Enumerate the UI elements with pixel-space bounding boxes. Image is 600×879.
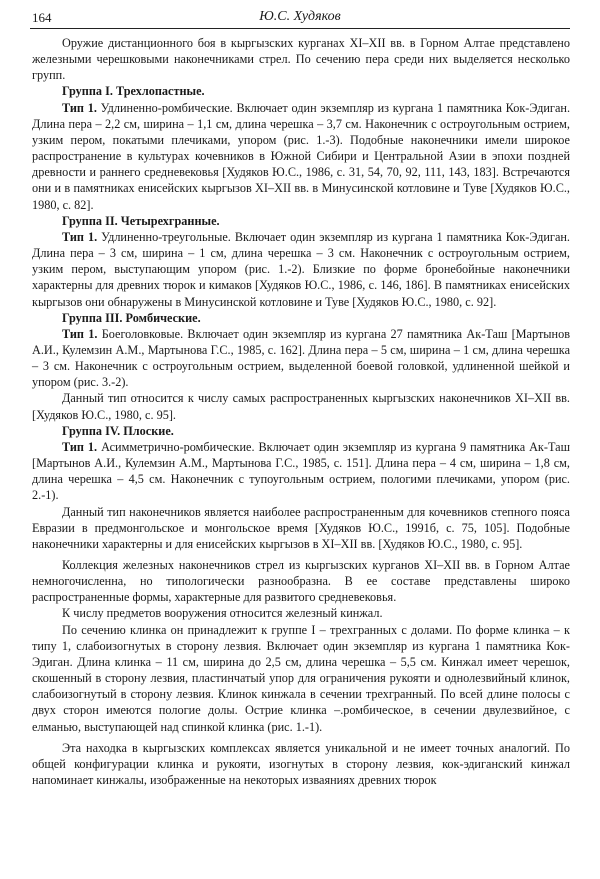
type-label: Тип 1.	[62, 326, 98, 341]
page-body	[32, 35, 570, 788]
type-text: Удлиненно-ромбические. Включает один экземпляр из кургана 1 памятника Кок-Эдиган. Длина пера – 2,2 см, ширина – 1,1 см, длина черешка – 3,7 см. Наконечник с остроугольным острием, узким пером, покатыми плечиками, упором (рис. 1.-3). Подобные наконечники имели широкое распространение в культурах кочевников в Южной Сибири и Центральной Азии в эпохи поздней древности и раннего средневековья [Худяков Ю.С., 1986, с. 31, 54, 70, 92, 111, 143, 183]. Встречаются они и в памятниках енисейских кыргызов XI–XII вв. в Минусинской котловине и Туве [Худяков Ю.С., 1980, с. 82].	[32, 100, 571, 212]
paragraph-group-4-note: Данный тип наконечников является наиболее распространенным для кочевников степного пояса Евразии в предмонгольское и монгольское время [Худяков Ю.С., 1991б, с. 75, 105]. Подобные наконечники характерны и для енисейских кыргызов в XI–XII вв. [Худяков Ю.С., 1980, с. 95].	[32, 504, 570, 551]
paragraph-dagger-description: По сечению клинка он принадлежит к группе I – трехгранных с долами. По форме клинка – к типу 1, слабоизогнутых в сторону лезвия. Включает один экземпляр из кургана 1 памятника Кок-Эдиган. Длина клинка – 11 см, ширина до 2,5 см, длина черешка – 5,5 см. Кинжал имеет черешок, скошенный в сторону лезвия, пластинчатый упор для ограничения рукояти и однолезвийный клинок, слабоизогнутый в сторону лезвия. Клинок кинжала в сечении трехгранный. По всей длине полосы с двух сторон имеются пологие долы. Острие клинка –.ромбическое, в сечении двулезвийное, с елманью, выступающей над спинкой клинка (рис. 1.-1).	[32, 622, 570, 734]
paragraph-group-4-type-1	[32, 439, 570, 504]
type-text: Асимметрично-ромбические. Включает один экземпляр из кургана 9 памятника Ак-Таш [Мартынов А.И., Кулемзин А.М., Мартынова Г.С., 1985, с. 151]. Длина пера – 4 см, ширина – 1,8 см, длина черешка – 4,5 см. Наконечник с тупоугольным острием, пологими плечиками, упором (рис. 2.-1).	[32, 439, 571, 503]
type-text: Удлиненно-треугольные. Включает один экземпляр из кургана 1 памятника Кок-Эдиган. Длина пера – 3 см, ширина – 1 см, длина черешка – 3 см. Наконечник с остроугольным острием, узким пером, выступающим упором (рис. 1.-2). Близкие по форме бронебойные наконечники характерны для древних тюрок и кимаков [Худяков Ю.С., 1986, с. 146, 186]. В памятниках енисейских кыргызов они обнаружены в Минусинской котловине и Туве [Худяков Ю.С., 1980, с. 92].	[32, 229, 570, 309]
paragraph-final: Эта находка в кыргызских комплексах является уникальной и не имеет точных аналогий. По общей конфигурации клинка и рукояти, изогнутых в сторону лезвия, кок-эдиганский кинжал напоминает кинжалы, изображенные на некоторых изваяниях древних тюрок	[32, 740, 570, 788]
heading-group-2: Группа II. Четырехгранные.	[62, 213, 220, 228]
type-label: Тип 1.	[62, 100, 97, 115]
heading-group-4: Группа IV. Плоские.	[62, 423, 174, 438]
paragraph-group-3-type-1	[32, 326, 570, 391]
running-header	[30, 6, 570, 29]
paragraph-group-1-type-1	[32, 100, 570, 213]
type-label: Тип 1.	[62, 229, 98, 244]
type-label: Тип 1.	[62, 439, 98, 454]
paragraph-group-2-type-1	[32, 229, 570, 310]
running-head-author: Ю.С. Худяков	[259, 9, 341, 24]
page-number: 164	[32, 10, 52, 25]
heading-group-1: Группа I. Трехлопастные.	[62, 84, 205, 99]
paragraph-group-3-note: Данный тип относится к числу самых распространенных кыргызских наконечников XI–XII вв. [Худяков Ю.С., 1980, с. 95].	[32, 391, 570, 422]
paragraph-collection: Коллекция железных наконечников стрел из кыргызских курганов XI–XII вв. в Горном Алтае немногочисленна, но типологически разнообразна. В ее составе представлены широко распространенные формы, характерные для развитого средневековья.	[32, 558, 570, 605]
type-text: Боеголовковые. Включает один экземпляр из кургана 27 памятника Ак-Таш [Мартынов А.И., Кулемзин А.М., Мартынова Г.С., 1985, с. 162]. Длина пера – 5 см, ширина – 1 см, длина черешка – 3 см. Наконечник с остроугольным острием, выделенной боевой головкой, удлиненной шейкой и упором (рис. 3.-2).	[32, 326, 571, 390]
paragraph-intro: Оружие дистанционного боя в кыргызских курганах XI–XII вв. в Горном Алтае представлено железными черешковыми наконечниками стрел. По сечению пера среди них выделяется несколько групп.	[32, 36, 570, 83]
paragraph-dagger-intro: К числу предметов вооружения относится железный кинжал.	[62, 606, 383, 621]
heading-group-3: Группа III. Ромбические.	[62, 310, 201, 325]
